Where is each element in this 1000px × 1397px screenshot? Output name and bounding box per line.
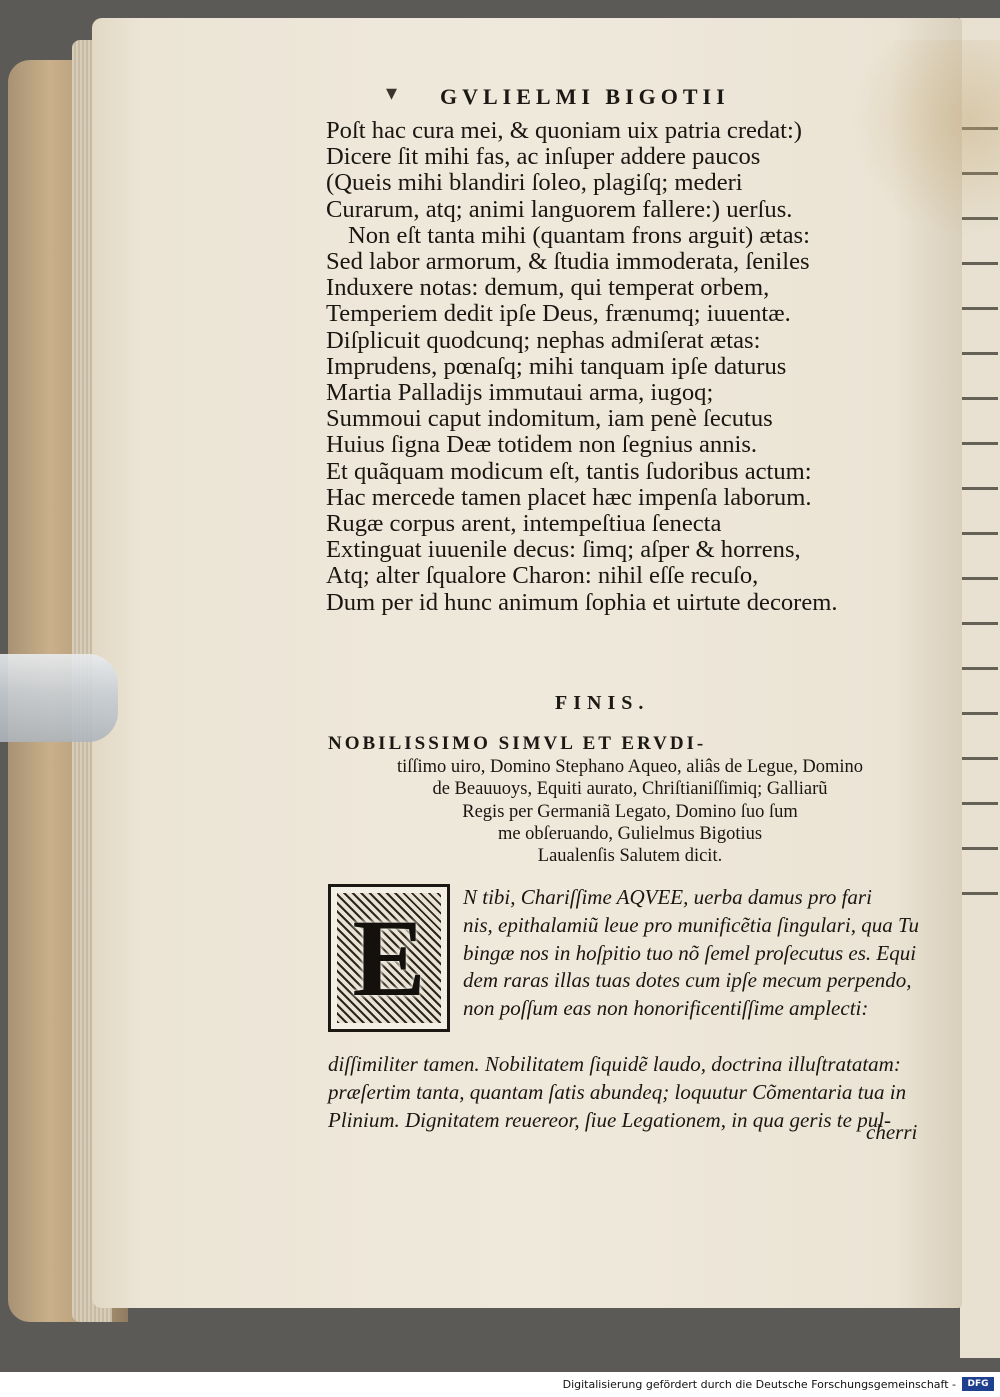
running-title: GVLIELMI BIGOTII [440,84,730,109]
verse-line: Dum per id hunc animum ſophia et uirtute decorem. [326,588,838,616]
dfg-logo: DFG [962,1377,994,1391]
letter-line: nis, epithalamiũ leue pro munificẽtia ſingulari, qua Tu [463,912,919,937]
dedication-heading: NOBILISSIMO SIMVL ET ERVDI- [328,733,707,754]
verse-line: Sed labor armorum, & ſtudia immoderata, ſeniles [326,248,810,276]
verse-line: Extinguat iuuenile decus: ſimq; aſper & horrens, [326,536,801,564]
verse-line: Hac mercede tamen placet hæc impenſa laborum. [326,483,812,511]
funding-credit: Digitalisierung gefördert durch die Deutsche Forschungsgemeinschaft - [562,1378,956,1391]
verse-line: Temperiem dedit ipſe Deus, frænumq; iuuentæ. [326,300,791,328]
verse-line: Diſplicuit quodcunq; nephas admiſerat ætas: [326,326,761,354]
letter-line: bingæ nos in hoſpitio tuo nõ ſemel proſecutus es. Equi [463,940,917,965]
verse-line: Curarum, atq; animi languorem fallere:) uerſus. [326,195,793,223]
dedication-line: de Beauuoys, Equiti aurato, Chriſtianiſſimiq; Galliarũ [432,779,828,800]
verse-line: Atq; alter ſqualore Charon: nihil eſſe recuſo, [326,562,759,590]
page-holder-clip [0,654,118,742]
initial-letter: E [352,897,426,1019]
verse-line: Summoui caput indomitum, iam penè ſecutus [326,405,773,433]
letter-opening [463,884,919,1023]
ornament-mark-icon: ▾ [386,80,398,105]
poem-verse [326,118,926,616]
letter-line: dem raras illas tuas dotes cum ipſe mecum perpendo, [463,968,912,993]
verse-line: Huius ſigna Deæ totidem non ſegnius annis. [326,431,758,459]
letter-line: non poſſum eas non honorificentiſſime amplecti: [463,996,869,1021]
verse-line: Induxere notas: demum, qui temperat orbem, [326,274,770,302]
verse-line: Rugæ corpus arent, intempeſtiua ſenecta [326,510,722,538]
dedication-line: me obſeruando, Gulielmus Bigotius [497,823,763,844]
verse-line: (Queis mihi blandiri ſoleo, plagiſq; mederi [326,169,743,197]
letter-line: præſertim tanta, quantam ſatis abundeq; loquutur Cõmentaria tua in [328,1079,907,1104]
dedication-line: Regis per Germaniã Legato, Domino ſuo ſum [462,801,798,822]
letter-line: N tibi, Chariſſime AQVEE, uerba damus pro fari [463,885,872,909]
decorated-initial [328,884,450,1032]
verse-line: Poſt hac cura mei, & quoniam uix patria credat:) [326,117,802,144]
catchword: cherri [866,1120,918,1144]
letter-line: diſſimiliter tamen. Nobilitatem ſiquidẽ laudo, doctrina illuſtratatam: [328,1052,901,1076]
verse-line: Martia Palladijs immutaui arma, iugoq; [326,379,714,407]
verse-line: Dicere ſit mihi fas, ac inſuper addere paucos [326,143,761,171]
verse-line: Imprudens, pœnaſq; mihi tanquam ipſe daturus [326,352,787,380]
dedication-line: Laualenſis Salutem dicit. [537,846,723,867]
finis-heading: FINIS. [555,692,650,714]
verse-line: Et quãquam modicum eſt, tantis ſudoribus actum: [326,457,812,485]
letter-line: Plinium. Dignitatem reuereor, ſiue Legationem, in qua geris te pul- [328,1107,892,1132]
verse-line: Non eſt tanta mihi (quantam frons arguit) ætas: [348,221,810,249]
dedication-line: tiſſimo uiro, Domino Stephano Aqueo, aliâs de Legue, Domino [396,757,864,777]
letter-body [328,1051,906,1134]
dedication-block [320,756,940,867]
